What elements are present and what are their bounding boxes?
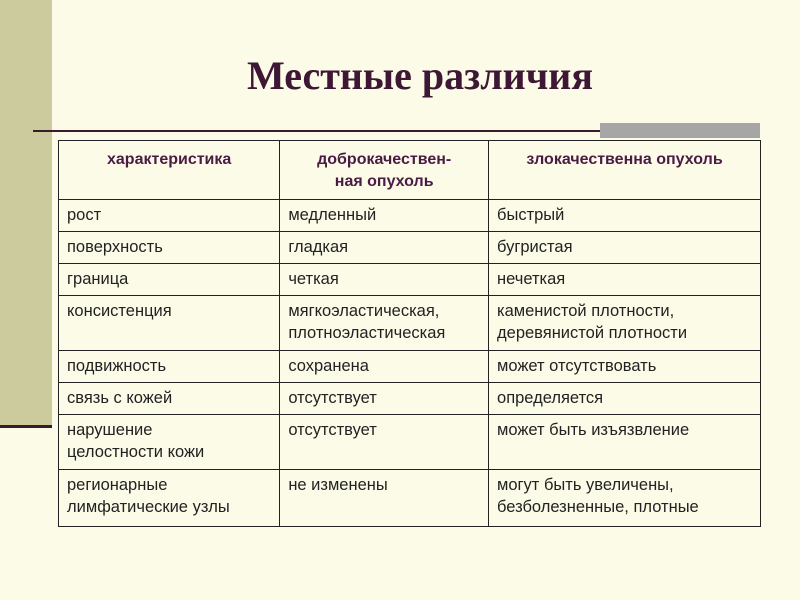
comparison-table	[58, 140, 761, 527]
cell-malignant: нечеткая	[489, 264, 761, 296]
cell-malignant: быстрый	[489, 200, 761, 232]
cell-characteristic: рост	[59, 200, 280, 232]
table-row	[59, 415, 761, 470]
table-row	[59, 296, 761, 351]
table-row	[59, 200, 761, 232]
decorative-gray-block	[600, 123, 760, 138]
table-row	[59, 232, 761, 264]
cell-malignant: бугристая	[489, 232, 761, 264]
table-row	[59, 351, 761, 383]
cell-characteristic: связь с кожей	[59, 383, 280, 415]
table-body	[59, 200, 761, 527]
cell-characteristic: граница	[59, 264, 280, 296]
header-malignant: злокачественна опухоль	[489, 141, 761, 200]
slide-title: Местные различия	[247, 53, 593, 98]
cell-malignant: каменистой плотности, деревянистой плотности	[489, 296, 761, 351]
cell-benign: четкая	[280, 264, 489, 296]
cell-malignant: может отсутствовать	[489, 351, 761, 383]
cell-characteristic: нарушение целостности кожи	[59, 415, 280, 470]
cell-malignant: может быть изъязвление	[489, 415, 761, 470]
cell-benign: мягкоэластическая, плотноэластическая	[280, 296, 489, 351]
header-characteristic: характеристика	[59, 141, 280, 200]
left-accent-rule	[0, 425, 52, 428]
cell-characteristic: регионарные лимфатические узлы	[59, 470, 280, 527]
cell-characteristic: подвижность	[59, 351, 280, 383]
cell-characteristic: консистенция	[59, 296, 280, 351]
table-row	[59, 264, 761, 296]
cell-benign: не изменены	[280, 470, 489, 527]
table-row	[59, 470, 761, 527]
cell-benign: отсутствует	[280, 383, 489, 415]
cell-benign: сохранена	[280, 351, 489, 383]
cell-benign: гладкая	[280, 232, 489, 264]
table-header-row	[59, 141, 761, 200]
cell-characteristic: поверхность	[59, 232, 280, 264]
table-row	[59, 383, 761, 415]
cell-benign: отсутствует	[280, 415, 489, 470]
header-benign: доброкачествен- ная опухоль	[280, 141, 489, 200]
cell-malignant: определяется	[489, 383, 761, 415]
cell-malignant: могут быть увеличены, безболезненные, плотные	[489, 470, 761, 527]
left-accent-bar	[0, 0, 52, 425]
cell-benign: медленный	[280, 200, 489, 232]
